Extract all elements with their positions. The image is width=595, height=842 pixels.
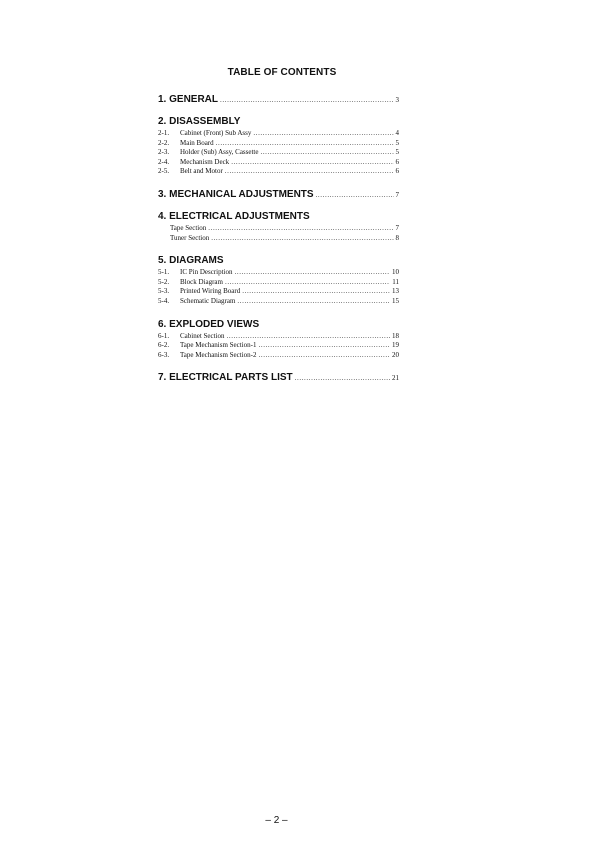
toc-entry[interactable]	[158, 148, 399, 158]
toc-item-label: Schematic Diagram	[180, 296, 236, 305]
dot-leader	[237, 297, 390, 307]
toc-list	[158, 94, 399, 394]
dot-leader	[235, 268, 391, 278]
dot-leader	[253, 129, 393, 139]
toc-section-label: 1. GENERAL	[158, 94, 219, 105]
toc-item-number: 2-2.	[158, 138, 170, 147]
toc-item-label: Block Diagram	[180, 277, 223, 286]
dot-leader	[316, 189, 394, 201]
toc-entry[interactable]	[158, 268, 399, 278]
toc-entry[interactable]	[158, 129, 399, 139]
toc-entry-general[interactable]	[158, 94, 399, 106]
toc-section-label: 7. ELECTRICAL PARTS LIST	[158, 372, 293, 384]
toc-item-label: Belt and Motor	[180, 167, 223, 176]
toc-entry[interactable]	[158, 297, 399, 307]
toc-page-number: 20	[392, 350, 399, 359]
toc-page-number: 18	[392, 331, 399, 340]
dot-leader	[231, 158, 393, 168]
toc-entry[interactable]	[158, 167, 399, 177]
toc-item-label: Tape Mechanism Section-1	[180, 341, 257, 350]
dot-leader	[259, 341, 391, 351]
toc-section-label: 3. MECHANICAL ADJUSTMENTS	[158, 188, 314, 200]
dot-leader	[225, 167, 394, 177]
dot-leader	[242, 287, 390, 297]
toc-entry[interactable]	[158, 139, 399, 149]
toc-item-label: Tape Section	[170, 223, 207, 232]
toc-page-number: 21	[392, 374, 399, 383]
dot-leader	[260, 148, 393, 158]
toc-entry[interactable]	[158, 278, 399, 288]
toc-item-number: 5-4.	[158, 296, 170, 305]
toc-item-label: Main Board	[180, 138, 214, 147]
toc-item-number: 5-2.	[158, 277, 170, 286]
toc-page-number: 11	[392, 277, 399, 286]
toc-item-label: Mechanism Deck	[180, 157, 230, 166]
dot-leader	[216, 139, 394, 149]
toc-entry[interactable]	[158, 332, 399, 342]
toc-entry[interactable]	[158, 287, 399, 297]
toc-page-number: 19	[392, 341, 399, 350]
toc-entry-mechanical-adjustments[interactable]	[158, 189, 399, 201]
toc-item-number: 6-2.	[158, 341, 170, 350]
toc-page-number: 6	[395, 157, 399, 166]
dot-leader	[295, 372, 390, 384]
toc-page-number: 10	[392, 268, 399, 277]
toc-page-number: 3	[395, 96, 399, 104]
toc-item-label: Cabinet (Front) Sub Assy	[180, 129, 252, 137]
toc-item-number: 2-5.	[158, 167, 170, 176]
toc-section-electrical-adjustments	[158, 211, 399, 243]
dot-leader	[225, 278, 390, 288]
toc-section-electrical-parts-list	[158, 372, 399, 384]
toc-item-number: 2-1.	[158, 129, 170, 137]
toc-item-label: Holder (Sub) Assy, Cassette	[180, 148, 259, 157]
toc-item-number: 2-3.	[158, 148, 170, 157]
dot-leader	[220, 94, 393, 106]
toc-title: TABLE OF CONTENTS	[227, 67, 337, 78]
toc-section-mechanical-adjustments	[158, 189, 399, 201]
toc-section-label: 5. DIAGRAMS	[158, 255, 224, 267]
toc-page-number: 7	[395, 223, 399, 232]
toc-page-number: 13	[392, 287, 399, 296]
toc-item-number: 5-1.	[158, 268, 170, 277]
dot-leader	[208, 224, 393, 234]
toc-item-label: Cabinet Section	[180, 331, 225, 340]
toc-entry[interactable]	[158, 234, 399, 244]
toc-section-label: 2. DISASSEMBLY	[158, 116, 241, 127]
toc-page-number: 15	[392, 296, 399, 305]
toc-entry[interactable]	[158, 158, 399, 168]
toc-page-number: 7	[395, 190, 399, 199]
toc-section-label: 4. ELECTRICAL ADJUSTMENTS	[158, 210, 310, 222]
toc-page-number: 4	[395, 129, 399, 137]
page-footer-number: – 2 –	[265, 815, 288, 826]
toc-entry[interactable]	[158, 351, 399, 361]
toc-item-number: 2-4.	[158, 157, 170, 166]
dot-leader	[227, 332, 390, 342]
toc-section-diagrams	[158, 255, 399, 306]
toc-entry[interactable]	[158, 224, 399, 234]
toc-item-label: Tape Mechanism Section-2	[180, 350, 257, 359]
toc-section-exploded-views	[158, 319, 399, 361]
toc-section-label: 6. EXPLODED VIEWS	[158, 318, 260, 330]
toc-item-label: IC Pin Description	[180, 268, 233, 277]
toc-page-number: 5	[395, 148, 399, 157]
toc-entry[interactable]	[158, 341, 399, 351]
toc-page-number: 8	[395, 233, 399, 242]
toc-item-number: 6-1.	[158, 331, 170, 340]
dot-leader	[211, 234, 393, 244]
dot-leader	[259, 351, 391, 361]
toc-item-label: Printed Wiring Board	[180, 287, 241, 296]
toc-section-general	[158, 94, 399, 106]
toc-page-number: 6	[395, 167, 399, 176]
toc-item-number: 6-3.	[158, 350, 170, 359]
toc-item-number: 5-3.	[158, 287, 170, 296]
toc-item-label: Tuner Section	[170, 233, 210, 242]
toc-section-disassembly	[158, 116, 399, 177]
toc-entry-electrical-parts-list[interactable]	[158, 372, 399, 384]
toc-page-number: 5	[395, 138, 399, 147]
